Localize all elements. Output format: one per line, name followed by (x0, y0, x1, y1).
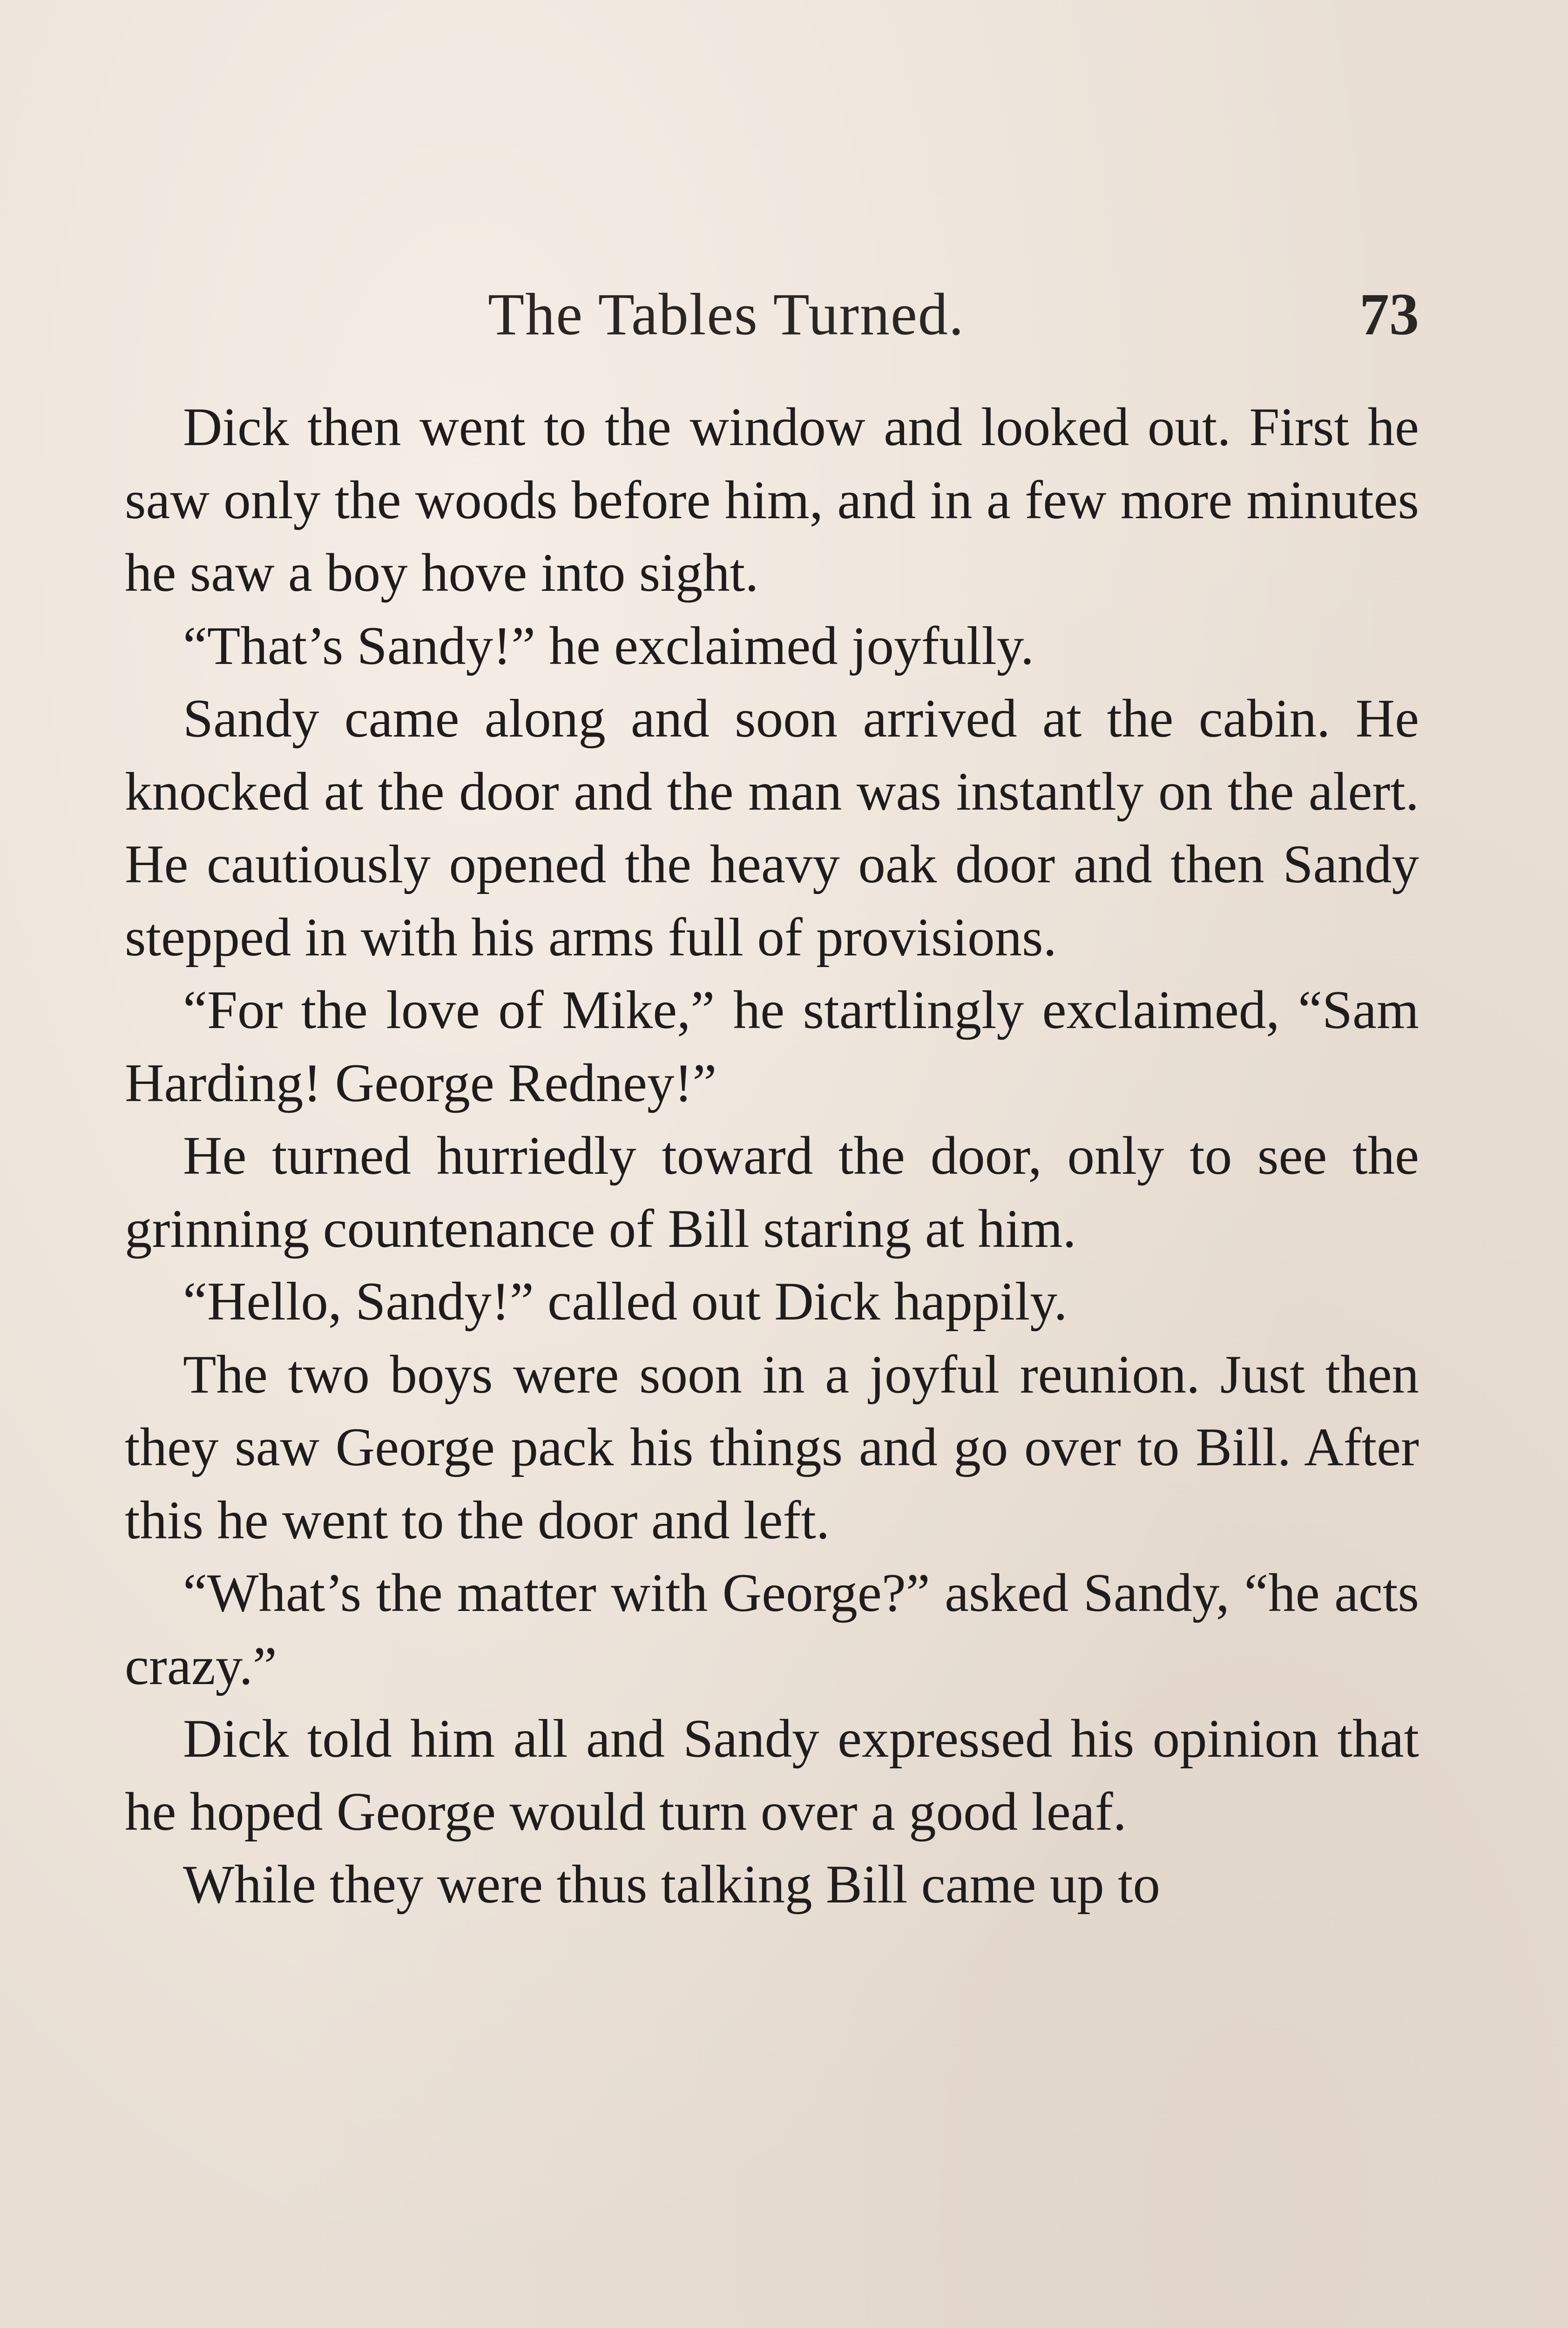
paragraph: While they were thus talking Bill came up to (183, 1854, 1160, 1915)
paragraph: “Hello, Sandy!” called out Dick happily. (183, 1272, 1068, 1332)
page-number: 73 (1359, 281, 1419, 347)
paragraph: Dick then went to the window and looked out. First he saw only the woods before him, and in a few more minutes he saw a boy hove into sight. (125, 397, 1419, 603)
paragraph: “That’s Sandy!” he exclaimed joyfully. (183, 616, 1034, 676)
paragraph: “What’s the matter with George?” asked Sandy, “he acts crazy.” (125, 1563, 1419, 1696)
paragraph: The two boys were soon in a joyful reunion. Just then they saw George pack his things and go over to Bill. After this he went to the door and left. (125, 1344, 1419, 1550)
paragraph: Dick told him all and Sandy expressed his opinion that he hoped George would turn over a good leaf. (125, 1709, 1419, 1842)
running-head (125, 275, 1419, 354)
paragraph: He turned hurriedly toward the door, only to see the grinning countenance of Bill staring at him. (125, 1126, 1419, 1259)
body-text (125, 391, 1419, 1922)
paragraph: Sandy came along and soon arrived at the cabin. He knocked at the door and the man was instantly on the alert. He cautiously opened the heavy oak door and then Sandy stepped in with his arms full of provisions. (125, 689, 1419, 968)
paragraph: “For the love of Mike,” he startlingly exclaimed, “Sam Harding! George Redney!” (125, 980, 1419, 1113)
chapter-title: The Tables Turned. (488, 281, 965, 347)
